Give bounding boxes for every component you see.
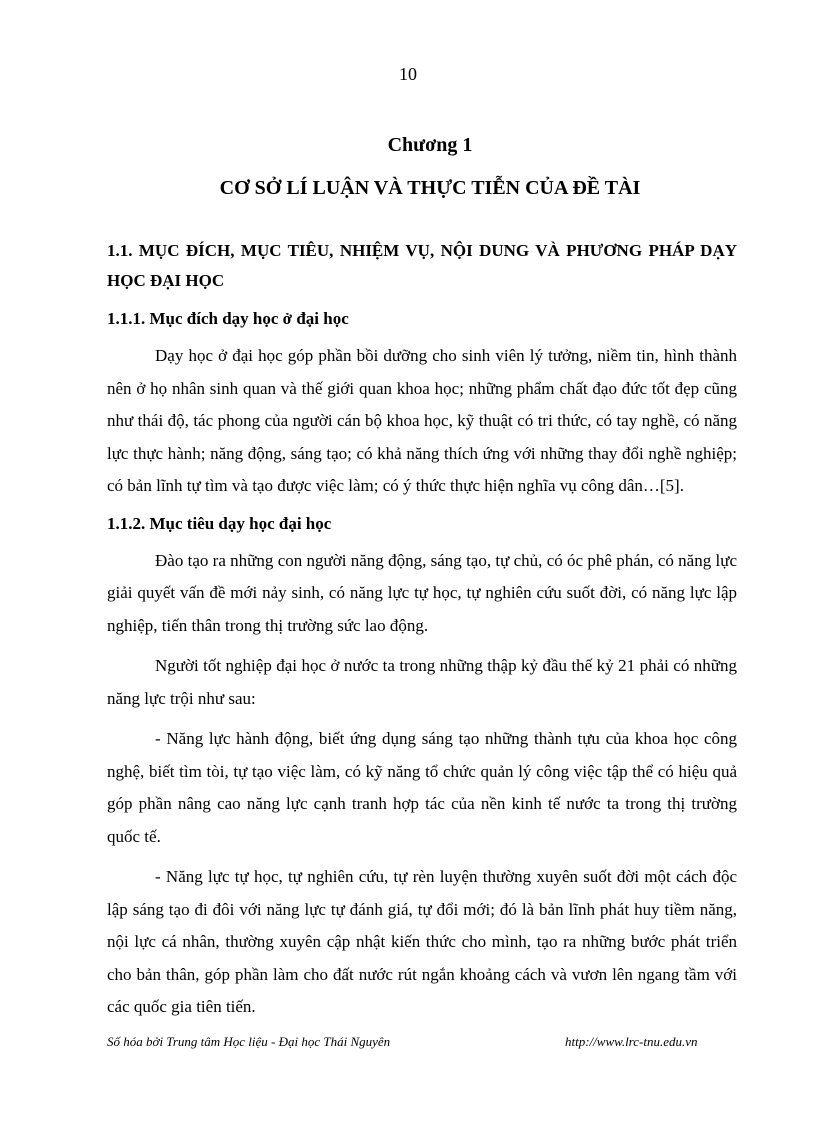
paragraph: - Năng lực tự học, tự nghiên cứu, tự rèn luyện thường xuyên suốt đời một cách độc lập sáng tạo đi đôi với năng lực tự đánh giá, tự đổi mới; đó là bản lĩnh phát huy tiềm năng, nội lực cá nhân, thường xuyên cập nhật kiến thức cho mình, tạo ra những bước phát triển cho bản thân, góp phần làm cho đất nước rút ngắn khoảng cách và vươn lên ngang tầm với các quốc gia tiên tiến. bbox=[107, 867, 737, 1016]
chapter-label: Chương 1 bbox=[387, 134, 473, 156]
subsection-heading: 1.1.1. Mục đích dạy học ở đại học bbox=[107, 309, 349, 328]
page-number: 10 bbox=[399, 64, 417, 84]
paragraph: - Năng lực hành động, biết ứng dụng sáng tạo những thành tựu của khoa học công nghệ, biết tìm tòi, tự tạo việc làm, có kỹ năng tổ chức quản lý công việc tập thể có hiệu quả góp phần nâng cao năng lực cạnh tranh hợp tác của nền kinh tế nước ta trong thị trường quốc tế. bbox=[107, 729, 737, 846]
subsection-heading: 1.1.2. Mục tiêu dạy học đại học bbox=[107, 513, 332, 533]
paragraph: Người tốt nghiệp đại học ở nước ta trong những thập kỷ đầu thế kỷ 21 phải có những năng lực trội như sau: bbox=[107, 656, 737, 708]
section-heading: 1.1. MỤC ĐÍCH, MỤC TIÊU, NHIỆM VỤ, NỘI DUNG VÀ PHƯƠNG PHÁP DẠY HỌC ĐẠI HỌC bbox=[107, 241, 737, 290]
document-body bbox=[107, 236, 737, 1032]
paragraph: Đào tạo ra những con người năng động, sáng tạo, tự chủ, có óc phê phán, có năng lực giải quyết vấn đề mới nảy sinh, có năng lực tự học, tự nghiên cứu suốt đời, có năng lực lập nghiệp, tiến thân trong thị trường sức lao động. bbox=[107, 550, 737, 635]
paragraph: Dạy học ở đại học góp phần bồi dưỡng cho sinh viên lý tưởng, niềm tin, hình thành nên ở họ nhân sinh quan và thế giới quan khoa học; những phẩm chất đạo đức tốt đẹp cũng như thái độ, tác phong của người cán bộ khoa học, kỹ thuật có tri thức, có tay nghề, có năng lực thực hành; năng động, sáng tạo; có khả năng thích ứng với những thay đổi nghề nghiệp; có bản lĩnh tự tìm và tạo được việc làm; có ý thức thực hiện nghĩa vụ công dân…[5]. bbox=[107, 346, 737, 495]
chapter-title: CƠ SỞ LÍ LUẬN VÀ THỰC TIỄN CỦA ĐỀ TÀI bbox=[219, 177, 641, 199]
footer-source-text: Số hóa bởi Trung tâm Học liệu - Đại học Thái Nguyên bbox=[107, 1034, 391, 1049]
footer-url-link[interactable]: http://www.lrc-tnu.edu.vn bbox=[565, 1034, 698, 1049]
